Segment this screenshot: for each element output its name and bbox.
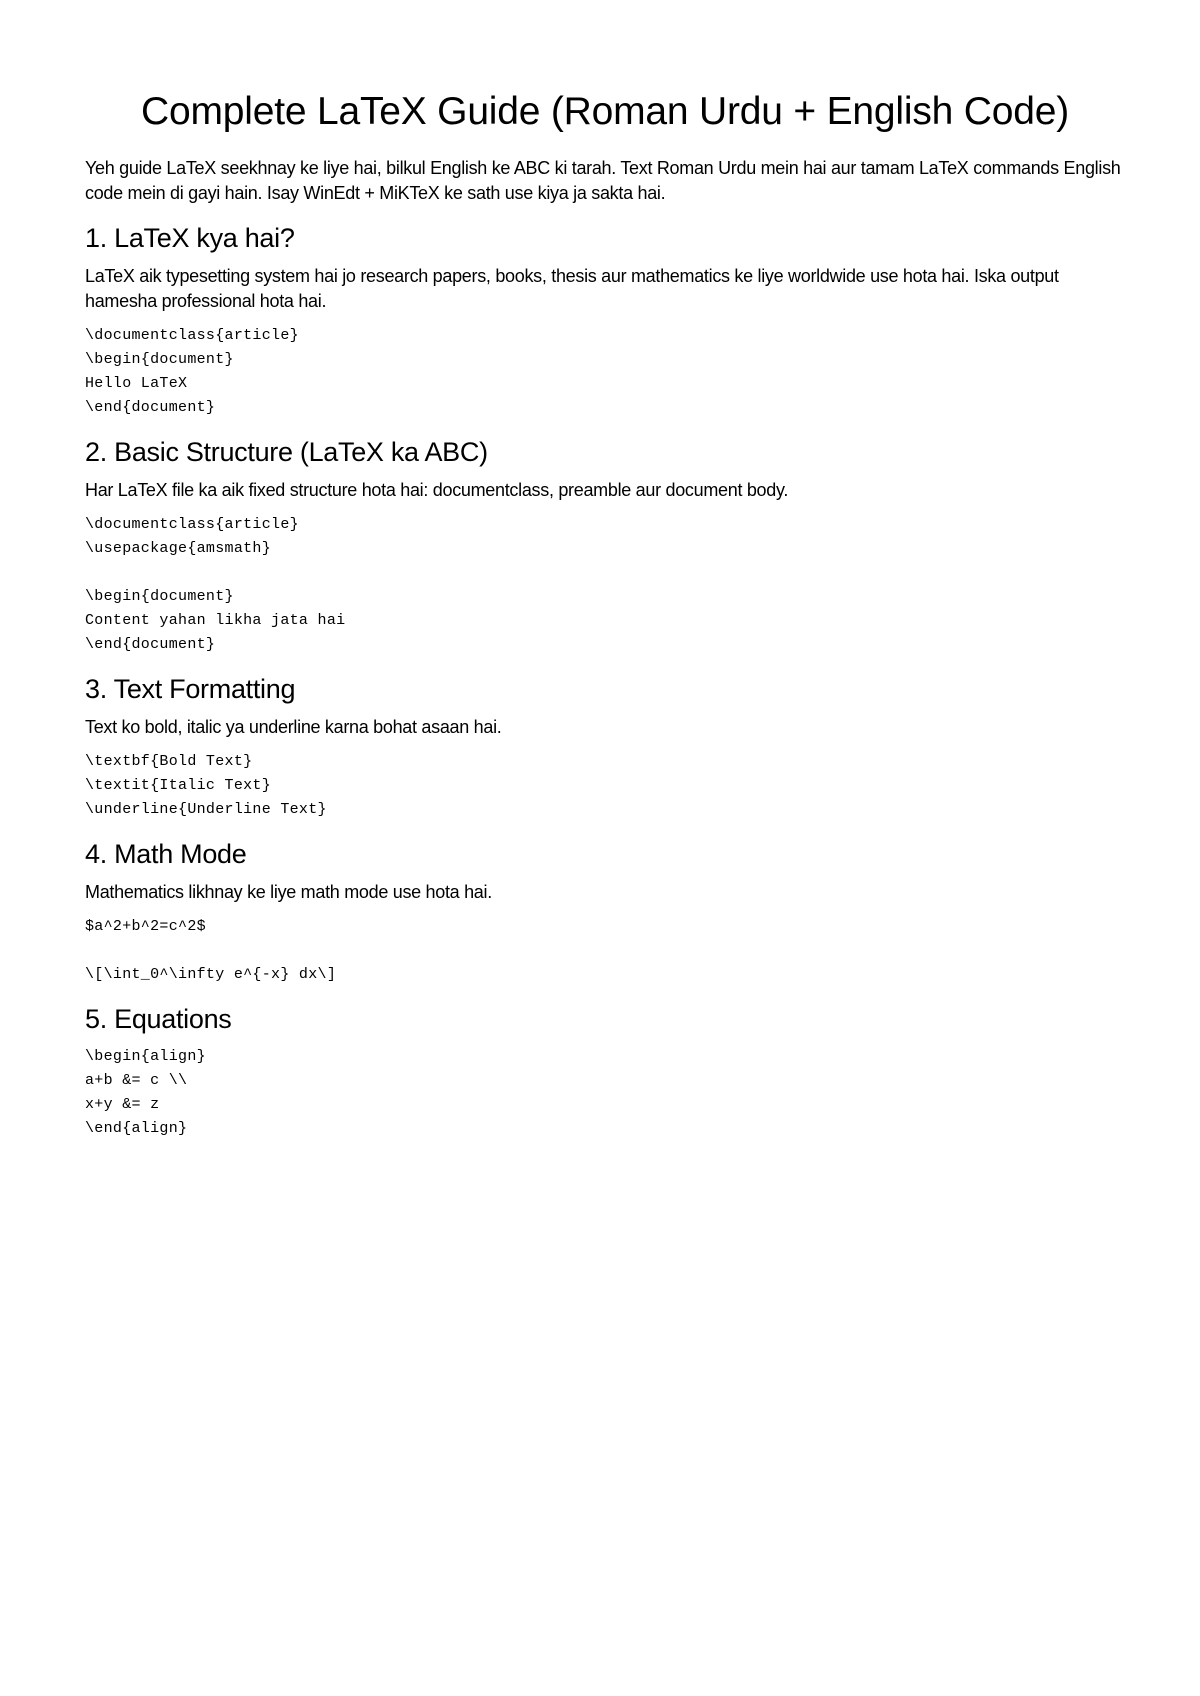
section-text: Mathematics likhnay ke liye math mode use hota hai.	[85, 882, 492, 902]
code-block: \documentclass{article} \usepackage{amsmath} \begin{document} Content yahan likha jata hai \end{document}	[85, 516, 346, 653]
section-latex-kya-hai	[85, 220, 1125, 420]
section-text: LaTeX aik typesetting system hai jo research papers, books, thesis aur mathematics ke liye worldwide use hota hai. Iska output hamesha professional hota hai.	[85, 266, 1059, 311]
section-basic-structure	[85, 434, 1125, 657]
document-page	[85, 82, 1125, 1155]
section-heading: 5. Equations	[85, 1004, 232, 1034]
code-block: \textbf{Bold Text} \textit{Italic Text} \underline{Underline Text}	[85, 753, 327, 818]
section-text: Har LaTeX file ka aik fixed structure hota hai: documentclass, preamble aur document body.	[85, 480, 789, 500]
document-title: Complete LaTeX Guide (Roman Urdu + English Code)	[141, 90, 1069, 133]
section-text-formatting	[85, 671, 1125, 822]
code-block: $a^2+b^2=c^2$ \[\int_0^\infty e^{-x} dx\]	[85, 918, 337, 983]
intro-paragraph: Yeh guide LaTeX seekhnay ke liye hai, bilkul English ke ABC ki tarah. Text Roman Urdu mein hai aur tamam LaTeX commands English code mein di gayi hain. Isay WinEdt + MiKTeX ke sath use kiya ja sakta hai.	[85, 158, 1121, 203]
code-block: \begin{align} a+b &= c \\ x+y &= z \end{align}	[85, 1048, 206, 1137]
section-text: Text ko bold, italic ya underline karna bohat asaan hai.	[85, 717, 502, 737]
code-block: \documentclass{article} \begin{document} Hello LaTeX \end{document}	[85, 327, 299, 416]
section-heading: 4. Math Mode	[85, 839, 247, 869]
section-heading: 2. Basic Structure (LaTeX ka ABC)	[85, 437, 488, 467]
section-equations	[85, 1001, 1125, 1141]
section-heading: 1. LaTeX kya hai?	[85, 223, 295, 253]
section-math-mode	[85, 836, 1125, 987]
section-heading: 3. Text Formatting	[85, 674, 296, 704]
